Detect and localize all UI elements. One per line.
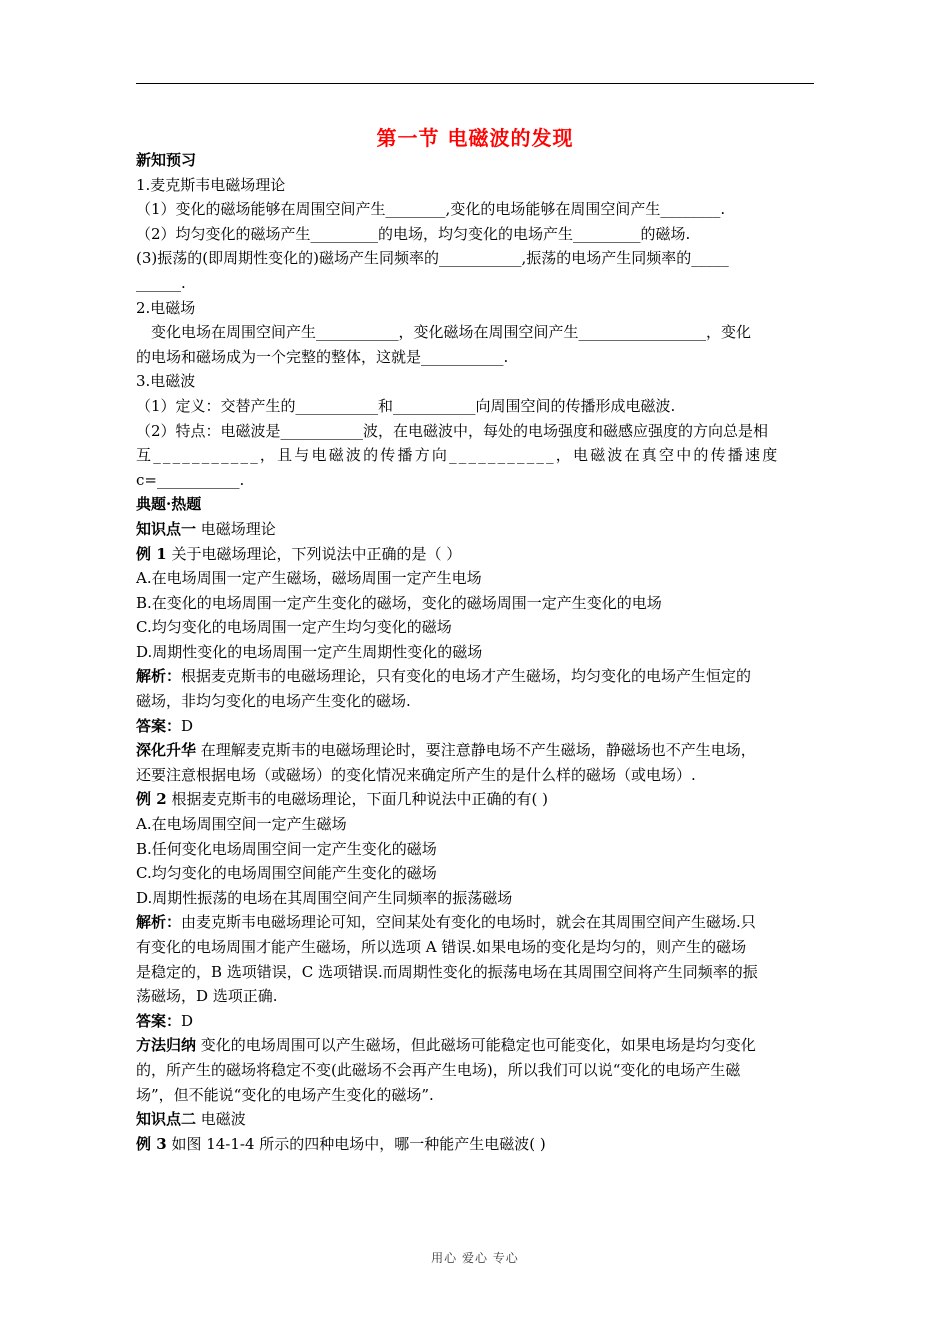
example-2-question — [136, 787, 814, 812]
preview-s2-line2: 的电场和磁场成为一个完整的整体，这就是___________. — [136, 347, 509, 366]
preview-s3-line3: 互___________，且与电磁波的传播方向___________，电磁波在真空中的传播速度 — [136, 446, 780, 465]
section-heading-typical: 典题·热题 — [136, 495, 202, 514]
header-rule — [136, 83, 814, 84]
preview-s2-line1: 变化电场在周围空间产生___________，变化磁场在周围空间产生_________________，变化 — [151, 323, 752, 342]
preview-s1-line2: （2）均匀变化的磁场产生_________的电场，均匀变化的电场产生_________的磁场. — [136, 224, 691, 243]
kp2-label: 知识点二 — [136, 1110, 197, 1129]
ex1-question-text: 关于电磁场理论，下列说法中正确的是（ ） — [166, 544, 462, 563]
ex2-answer-value: D — [181, 1011, 194, 1030]
ex2-label: 例 2 — [136, 790, 167, 809]
ex2-option-a: A.在电场周围空间一定产生磁场 — [136, 815, 347, 834]
ex1-answer-label: 答案： — [136, 716, 182, 735]
preview-s1-line3: (3)振荡的(即周期性变化的)磁场产生同频率的___________,振荡的电场产生同频率的_____ — [136, 249, 729, 268]
ex2-answer-label: 答案： — [136, 1011, 182, 1030]
example-1-question — [136, 542, 814, 567]
ex2-analysis-label: 解析： — [136, 913, 182, 932]
ex1-answer-value: D — [181, 716, 194, 735]
ex1-deepening-text: 在理解麦克斯韦的电磁场理论时，要注意静电场不产生磁场，静磁场也不产生电场， — [196, 741, 756, 760]
preview-s1-line1: （1）变化的磁场能够在周围空间产生________,变化的电场能够在周围空间产生________. — [136, 200, 726, 219]
kp2-text: 电磁波 — [196, 1110, 246, 1129]
kp1-text: 电磁场理论 — [196, 519, 276, 538]
ex2-analysis-line2: 有变化的电场周围才能产生磁场，所以选项 A 错误.如果电场的变化是均匀的，则产生的磁场 — [136, 938, 747, 956]
kp1-label: 知识点一 — [136, 519, 197, 538]
page-title: 第一节 电磁波的发现 — [376, 126, 574, 150]
document-body — [136, 148, 814, 1156]
ex1-option-d: D.周期性变化的电场周围一定产生周期性变化的磁场 — [136, 642, 483, 661]
knowledge-point-1 — [136, 517, 814, 542]
preview-s1-line4: ______. — [136, 273, 186, 292]
ex1-option-b: B.在变化的电场周围一定产生变化的磁场，变化的磁场周围一定产生变化的电场 — [136, 593, 662, 612]
ex2-method-text: 变化的电场周围可以产生磁场，但此磁场可能稳定也可能变化，如果电场是均匀变化 — [196, 1036, 756, 1055]
preview-s2-heading: 2.电磁场 — [136, 298, 196, 317]
ex2-answer — [136, 1009, 814, 1034]
ex2-option-c: C.均匀变化的电场周围空间能产生变化的磁场 — [136, 864, 437, 883]
preview-s3-heading: 3.电磁波 — [136, 372, 196, 391]
ex2-option-b: B.任何变化电场周围空间一定产生变化的磁场 — [136, 839, 437, 858]
ex2-option-d: D.周期性振荡的电场在其周围空间产生同频率的振荡磁场 — [136, 888, 513, 907]
ex1-deepening-line2: 还要注意根据电场（或磁场）的变化情况来确定所产生的是什么样的磁场（或电场）. — [136, 765, 696, 784]
section-heading-preview: 新知预习 — [136, 151, 197, 169]
preview-s3-line4: c=___________. — [136, 470, 245, 489]
ex2-method-line3: 场”，但不能说“变化的电场产生变化的磁场”. — [136, 1085, 434, 1104]
ex1-deepening-label: 深化升华 — [136, 741, 197, 760]
preview-s3-line2: （2）特点：电磁波是___________波，在电磁波中，每处的电场强度和磁感应强度的方向总是相 — [136, 421, 769, 440]
ex2-method-label: 方法归纳 — [136, 1036, 197, 1055]
ex1-analysis-text: 根据麦克斯韦的电磁场理论，只有变化的电场才产生磁场，均匀变化的电场产生恒定的 — [181, 667, 752, 686]
ex1-analysis-label: 解析： — [136, 667, 182, 686]
ex2-analysis-text: 由麦克斯韦电磁场理论可知，空间某处有变化的电场时，就会在其周围空间产生磁场.只 — [181, 913, 756, 932]
ex2-method-line1 — [136, 1033, 814, 1058]
preview-s3-line1: （1）定义：交替产生的___________和___________向周围空间的传播形成电磁波. — [136, 396, 676, 415]
ex3-label: 例 3 — [136, 1134, 167, 1153]
ex1-option-a: A.在电场周围一定产生磁场，磁场周围一定产生电场 — [136, 569, 482, 588]
page-footer: 用心 爱心 专心 — [431, 1251, 519, 1265]
ex1-answer — [136, 714, 814, 739]
ex1-option-c: C.均匀变化的电场周围一定产生均匀变化的磁场 — [136, 618, 452, 637]
ex2-analysis-line4: 荡磁场，D 选项正确. — [136, 987, 278, 1006]
ex1-label: 例 1 — [136, 544, 167, 563]
ex2-analysis-line3: 是稳定的，B 选项错误，C 选项错误.而周期性变化的振荡电场在其周围空间将产生同频率的振 — [136, 962, 758, 981]
example-3-question — [136, 1132, 814, 1157]
ex2-question-text: 根据麦克斯韦的电磁场理论，下面几种说法中正确的有( ) — [166, 790, 548, 809]
ex1-deepening-line1 — [136, 738, 814, 763]
ex2-method-line2: 的，所产生的磁场将稳定不变(此磁场不会再产生电场)，所以我们可以说“变化的电场产生磁 — [136, 1060, 741, 1079]
preview-s1-heading: 1.麦克斯韦电磁场理论 — [136, 175, 286, 194]
knowledge-point-2 — [136, 1107, 814, 1132]
ex3-question-text: 如图 14-1-4 所示的四种电场中，哪一种能产生电磁波( ) — [166, 1134, 546, 1153]
ex1-analysis-line2: 磁场，非均匀变化的电场产生变化的磁场. — [136, 692, 411, 711]
ex2-analysis-line1 — [136, 910, 814, 935]
ex1-analysis-line1 — [136, 664, 814, 689]
